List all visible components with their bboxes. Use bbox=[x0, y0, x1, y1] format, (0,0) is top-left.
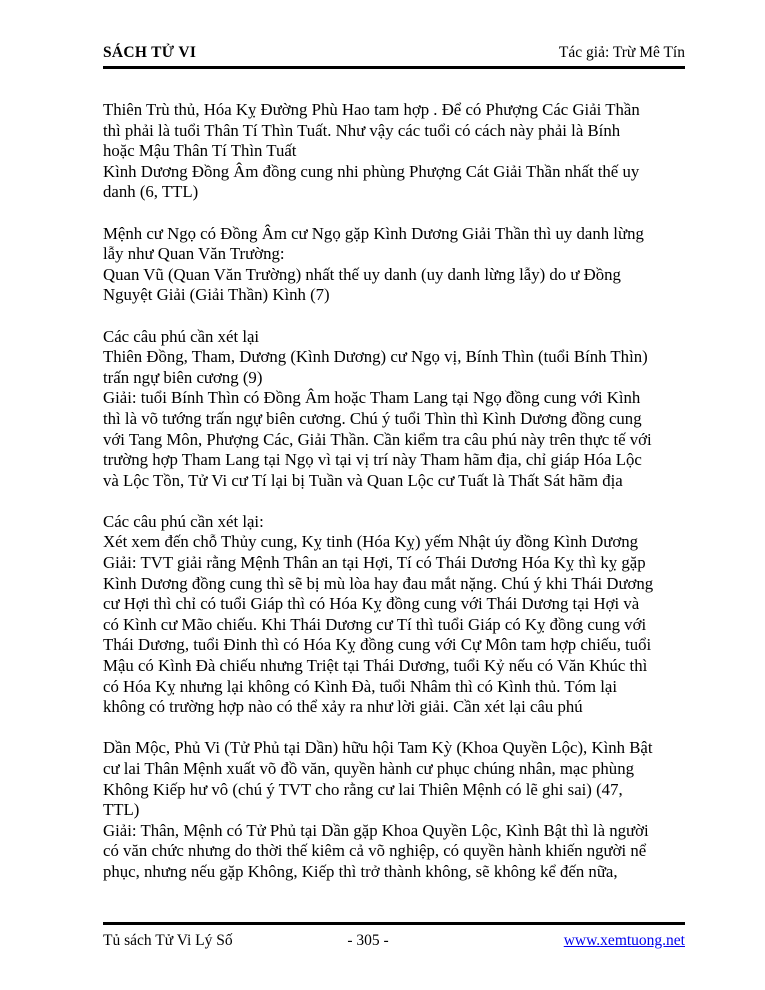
text-line: có văn chức nhưng do thời thế kiêm cả võ nghiệp, có quyền hành khiến người nể bbox=[103, 841, 647, 861]
text-line: Thái Dương, tuổi Đinh thì có Hóa Kỵ đồng cung với Cự Môn tam hợp chiếu, tuổi bbox=[103, 635, 652, 655]
paragraph bbox=[103, 327, 685, 492]
paragraph bbox=[103, 738, 685, 882]
text-line: Giải: TVT giải rằng Mệnh Thân an tại Hợi, Tí có Thái Dương Hóa Kỵ thì kỵ gặp bbox=[103, 553, 646, 573]
paragraph bbox=[103, 512, 685, 718]
text-line: không có trường hợp nào có thể xảy ra như lời giải. Cần xét lại câu phú bbox=[103, 697, 583, 717]
text-line: Kình Dương đồng cung thì sẽ bị mù lòa hay đau mắt nặng. Chú ý khi Thái Dương bbox=[103, 573, 654, 593]
page-header bbox=[103, 44, 685, 69]
text-line: Kình Dương Đồng Âm đồng cung nhi phùng Phượng Cát Giải Thần nhất thế uy bbox=[103, 161, 640, 181]
document-body bbox=[103, 100, 685, 883]
paragraph bbox=[103, 224, 685, 306]
paragraph bbox=[103, 100, 685, 203]
text-line: Dần Mộc, Phủ Vi (Tử Phủ tại Dần) hữu hội Tam Kỳ (Khoa Quyền Lộc), Kình Bật bbox=[103, 738, 653, 758]
text-line: hoặc Mậu Thân Tí Thìn Tuất bbox=[103, 141, 297, 161]
author-label: Tác giả: Trừ Mê Tín bbox=[558, 44, 685, 61]
text-line: TTL) bbox=[103, 800, 140, 820]
text-line: và Lộc Tồn, Tử Vi cư Tí lại bị Tuần và Quan Lộc cư Tuất là Thất Sát hãm địa bbox=[103, 470, 623, 490]
page-footer bbox=[103, 922, 685, 949]
text-line: trường hợp Tham Lang tại Ngọ vì tại vị trí này Tham hãm địa, chỉ giáp Hóa Lộc bbox=[103, 450, 642, 470]
text-line: Mệnh cư Ngọ có Đồng Âm cư Ngọ gặp Kình Dương Giải Thần thì uy danh lừng bbox=[103, 223, 644, 243]
page-number: - 305 - bbox=[347, 932, 389, 949]
book-title: SÁCH TỬ VI bbox=[103, 44, 197, 61]
text-line: Mậu có Kình Đà chiếu nhưng Triệt tại Thái Dương, tuổi Kỷ nếu có Văn Khúc thì bbox=[103, 656, 648, 676]
footer-series-label: Tủ sách Tử Vi Lý Số bbox=[103, 932, 233, 949]
text-line: Quan Vũ (Quan Văn Trường) nhất thế uy danh (uy danh lừng lẫy) do ư Đồng bbox=[103, 264, 621, 284]
text-line: phục, nhưng nếu gặp Không, Kiếp thì trở thành không, sẽ không kể đến nữa, bbox=[103, 861, 618, 881]
text-line: Giải: tuổi Bính Thìn có Đồng Âm hoặc Tham Lang tại Ngọ đồng cung với Kình bbox=[103, 388, 641, 408]
text-line: với Tang Môn, Phượng Các, Giải Thần. Cần kiểm tra câu phú này trên thực tế với bbox=[103, 429, 652, 449]
text-line: Thiên Trù thủ, Hóa Kỵ Đường Phù Hao tam hợp . Để có Phượng Các Giải Thần bbox=[103, 100, 640, 119]
text-line: Các câu phú cần xét lại bbox=[103, 326, 260, 346]
website-link[interactable]: www.xemtuong.net bbox=[563, 932, 685, 949]
text-line: cư lai Thân Mệnh xuất võ đồ văn, quyền hành cư phục chúng nhân, mạc phùng bbox=[103, 759, 634, 778]
text-line: thì phải là tuổi Thân Tí Thìn Tuất. Như vậy các tuổi có cách này phải là Bính bbox=[103, 120, 621, 140]
text-line: Không Kiếp hư vô (chú ý TVT cho rằng cư lai Thiên Mệnh có lẽ ghi sai) (47, bbox=[103, 779, 623, 799]
text-line: Giải: Thân, Mệnh có Tử Phủ tại Dần gặp Khoa Quyền Lộc, Kình Bật thì là người bbox=[103, 820, 649, 840]
text-line: thì là võ tướng trấn ngự biên cương. Chú ý tuổi Thìn thì Kình Dương đồng cung bbox=[103, 408, 642, 428]
text-line: lẫy như Quan Văn Trường: bbox=[103, 244, 285, 264]
text-line: có Kình cư Mão chiếu. Khi Thái Dương cư Tí thì tuổi Giáp có Kỵ đồng cung với bbox=[103, 614, 647, 634]
text-line: trấn ngự biên cương (9) bbox=[103, 367, 263, 387]
text-line: danh (6, TTL) bbox=[103, 182, 199, 202]
text-line: Thiên Đồng, Tham, Dương (Kình Dương) cư Ngọ vị, Bính Thìn (tuổi Bính Thìn) bbox=[103, 347, 648, 367]
text-line: cư Hợi thì chỉ có tuổi Giáp thì có Hóa Kỵ đồng cung với Thái Dương tại Hợi và bbox=[103, 594, 640, 614]
text-line: Nguyệt Giải (Giải Thần) Kình (7) bbox=[103, 285, 330, 305]
text-line: có Hóa Kỵ nhưng lại không có Kình Đà, tuổi Nhâm thì có Kình thủ. Tóm lại bbox=[103, 676, 618, 696]
text-line: Xét xem đến chỗ Thủy cung, Kỵ tinh (Hóa Kỵ) yếm Nhật úy đồng Kình Dương bbox=[103, 532, 638, 552]
text-line: Các câu phú cần xét lại: bbox=[103, 511, 264, 531]
